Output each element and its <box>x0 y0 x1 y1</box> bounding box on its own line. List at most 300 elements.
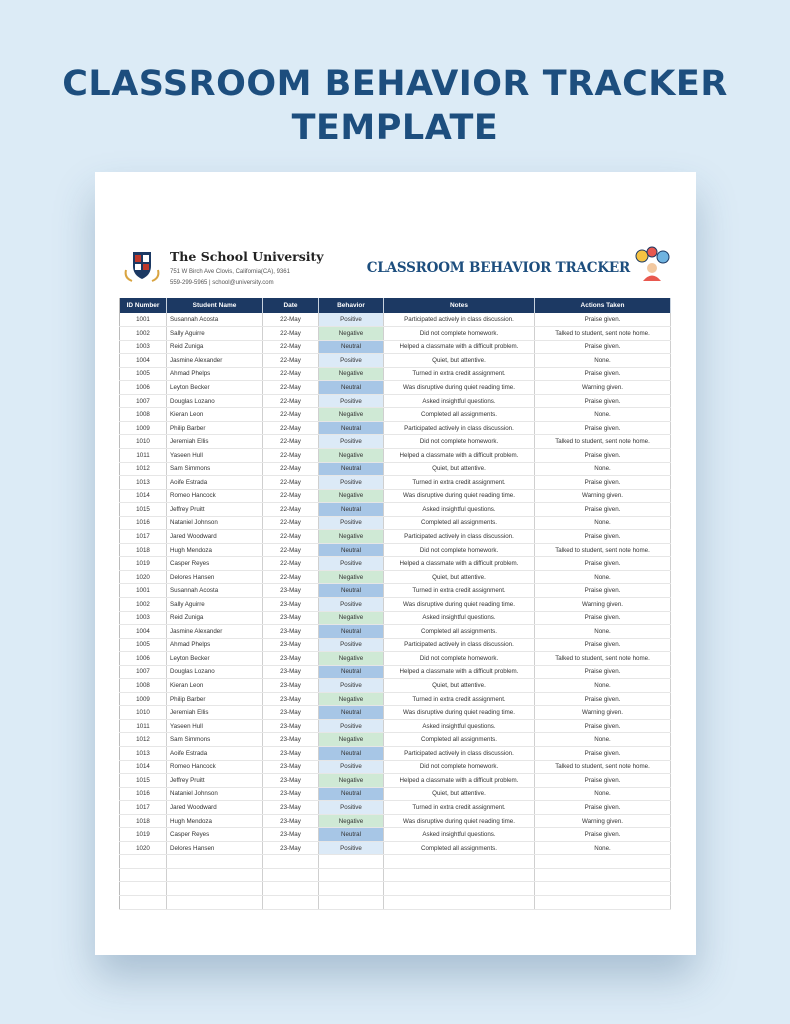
actions-cell: Praise given. <box>535 476 671 490</box>
actions-cell: Praise given. <box>535 719 671 733</box>
actions-cell: Praise given. <box>535 448 671 462</box>
id-cell: 1003 <box>120 340 167 354</box>
behavior-cell: Neutral <box>319 787 384 801</box>
table-row <box>120 394 671 408</box>
table-row <box>120 543 671 557</box>
actions-cell: Praise given. <box>535 828 671 842</box>
id-cell: 1009 <box>120 421 167 435</box>
notes-cell: Turned in extra credit assignment. <box>384 476 535 490</box>
notes-cell: Asked insightful questions. <box>384 394 535 408</box>
table-row <box>120 327 671 341</box>
date-cell: 22-May <box>263 394 319 408</box>
behavior-cell: Negative <box>319 652 384 666</box>
id-cell: 1018 <box>120 543 167 557</box>
id-cell: 1014 <box>120 489 167 503</box>
behavior-cell: Neutral <box>319 828 384 842</box>
date-cell: 22-May <box>263 327 319 341</box>
notes-cell: Participated actively in class discussion. <box>384 421 535 435</box>
student-name-cell: Jeremiah Ellis <box>167 435 263 449</box>
behavior-cell: Negative <box>319 570 384 584</box>
empty-cell <box>120 896 167 910</box>
id-cell: 1019 <box>120 828 167 842</box>
table-row <box>120 570 671 584</box>
actions-cell: Warning given. <box>535 489 671 503</box>
actions-cell: Praise given. <box>535 747 671 761</box>
id-cell: 1011 <box>120 448 167 462</box>
id-cell: 1013 <box>120 747 167 761</box>
student-name-cell: Delores Hansen <box>167 841 263 855</box>
notes-cell: Helped a classmate with a difficult problem. <box>384 557 535 571</box>
date-cell: 23-May <box>263 774 319 788</box>
student-name-cell: Leyton Becker <box>167 381 263 395</box>
student-name-cell: Sally Aguirre <box>167 327 263 341</box>
notes-cell: Participated actively in class discussion. <box>384 747 535 761</box>
behavior-cell: Neutral <box>319 747 384 761</box>
empty-cell <box>319 896 384 910</box>
table-row <box>120 747 671 761</box>
id-cell: 1007 <box>120 665 167 679</box>
behavior-table <box>119 298 671 910</box>
table-row <box>120 841 671 855</box>
date-cell: 23-May <box>263 692 319 706</box>
date-cell: 23-May <box>263 760 319 774</box>
student-name-cell: Jared Woodward <box>167 801 263 815</box>
actions-cell: Praise given. <box>535 313 671 327</box>
actions-cell: Warning given. <box>535 814 671 828</box>
id-cell: 1002 <box>120 327 167 341</box>
student-name-cell: Douglas Lozano <box>167 394 263 408</box>
id-cell: 1011 <box>120 719 167 733</box>
behavior-faces-icon <box>633 246 671 282</box>
actions-cell: Praise given. <box>535 801 671 815</box>
behavior-cell: Negative <box>319 774 384 788</box>
table-row <box>120 503 671 517</box>
behavior-cell: Negative <box>319 489 384 503</box>
school-name: The School University <box>170 249 324 264</box>
document-header <box>95 172 696 298</box>
behavior-cell: Neutral <box>319 625 384 639</box>
empty-cell <box>384 896 535 910</box>
id-cell: 1006 <box>120 652 167 666</box>
behavior-cell: Positive <box>319 638 384 652</box>
table-row <box>120 652 671 666</box>
date-cell: 22-May <box>263 354 319 368</box>
tracker-title: CLASSROOM BEHAVIOR TRACKER <box>366 260 630 276</box>
id-cell: 1001 <box>120 584 167 598</box>
notes-cell: Was disruptive during quiet reading time. <box>384 597 535 611</box>
notes-cell: Quiet, but attentive. <box>384 570 535 584</box>
id-cell: 1015 <box>120 503 167 517</box>
table-row <box>120 692 671 706</box>
student-name-cell: Casper Reyes <box>167 828 263 842</box>
notes-cell: Participated actively in class discussion. <box>384 530 535 544</box>
student-name-cell: Jeremiah Ellis <box>167 706 263 720</box>
table-row <box>120 448 671 462</box>
behavior-cell: Positive <box>319 354 384 368</box>
date-cell: 23-May <box>263 611 319 625</box>
table-row <box>120 557 671 571</box>
actions-cell: Talked to student, sent note home. <box>535 435 671 449</box>
table-row <box>120 733 671 747</box>
empty-cell <box>319 882 384 896</box>
date-cell: 22-May <box>263 367 319 381</box>
table-row <box>120 530 671 544</box>
table-header-row <box>120 298 671 313</box>
student-name-cell: Sally Aguirre <box>167 597 263 611</box>
empty-cell <box>319 855 384 869</box>
notes-cell: Completed all assignments. <box>384 516 535 530</box>
empty-cell <box>535 882 671 896</box>
behavior-cell: Positive <box>319 476 384 490</box>
date-cell: 23-May <box>263 801 319 815</box>
notes-cell: Asked insightful questions. <box>384 828 535 842</box>
date-cell: 23-May <box>263 665 319 679</box>
table-row <box>120 774 671 788</box>
notes-cell: Asked insightful questions. <box>384 503 535 517</box>
student-name-cell: Kieran Leon <box>167 408 263 422</box>
student-name-cell: Hugh Mendoza <box>167 543 263 557</box>
notes-cell: Was disruptive during quiet reading time. <box>384 706 535 720</box>
notes-cell: Completed all assignments. <box>384 408 535 422</box>
date-cell: 22-May <box>263 570 319 584</box>
actions-cell: Praise given. <box>535 665 671 679</box>
behavior-cell: Negative <box>319 733 384 747</box>
table-row <box>120 421 671 435</box>
student-name-cell: Sam Simmons <box>167 733 263 747</box>
date-cell: 22-May <box>263 462 319 476</box>
date-cell: 22-May <box>263 435 319 449</box>
behavior-cell: Neutral <box>319 665 384 679</box>
date-cell: 23-May <box>263 652 319 666</box>
id-cell: 1010 <box>120 706 167 720</box>
student-name-cell: Aoife Estrada <box>167 747 263 761</box>
table-row <box>120 408 671 422</box>
table-row <box>120 381 671 395</box>
column-header: Behavior <box>319 298 384 313</box>
id-cell: 1012 <box>120 733 167 747</box>
student-name-cell: Leyton Becker <box>167 652 263 666</box>
table-row <box>120 489 671 503</box>
date-cell: 22-May <box>263 340 319 354</box>
empty-cell <box>384 882 535 896</box>
notes-cell: Helped a classmate with a difficult problem. <box>384 665 535 679</box>
behavior-cell: Negative <box>319 692 384 706</box>
actions-cell: Praise given. <box>535 394 671 408</box>
behavior-cell: Neutral <box>319 706 384 720</box>
actions-cell: Praise given. <box>535 557 671 571</box>
id-cell: 1018 <box>120 814 167 828</box>
actions-cell: None. <box>535 462 671 476</box>
notes-cell: Did not complete homework. <box>384 760 535 774</box>
student-name-cell: Reid Zuniga <box>167 611 263 625</box>
actions-cell: Talked to student, sent note home. <box>535 543 671 557</box>
table-body <box>120 313 671 909</box>
table-row <box>120 625 671 639</box>
table-row <box>120 313 671 327</box>
table-row <box>120 760 671 774</box>
behavior-cell: Neutral <box>319 340 384 354</box>
behavior-cell: Neutral <box>319 543 384 557</box>
date-cell: 22-May <box>263 381 319 395</box>
behavior-table-wrapper <box>119 298 670 910</box>
column-header: Actions Taken <box>535 298 671 313</box>
date-cell: 23-May <box>263 733 319 747</box>
empty-cell <box>535 855 671 869</box>
behavior-cell: Positive <box>319 597 384 611</box>
date-cell: 22-May <box>263 557 319 571</box>
behavior-cell: Positive <box>319 516 384 530</box>
student-name-cell: Philip Barber <box>167 692 263 706</box>
actions-cell: None. <box>535 679 671 693</box>
actions-cell: Praise given. <box>535 692 671 706</box>
notes-cell: Turned in extra credit assignment. <box>384 584 535 598</box>
id-cell: 1001 <box>120 313 167 327</box>
date-cell: 23-May <box>263 625 319 639</box>
behavior-cell: Negative <box>319 530 384 544</box>
notes-cell: Turned in extra credit assignment. <box>384 801 535 815</box>
behavior-cell: Negative <box>319 327 384 341</box>
notes-cell: Did not complete homework. <box>384 543 535 557</box>
date-cell: 23-May <box>263 841 319 855</box>
date-cell: 22-May <box>263 543 319 557</box>
actions-cell: Talked to student, sent note home. <box>535 760 671 774</box>
student-name-cell: Jeffrey Pruitt <box>167 774 263 788</box>
empty-cell <box>167 896 263 910</box>
notes-cell: Asked insightful questions. <box>384 719 535 733</box>
empty-cell <box>167 855 263 869</box>
id-cell: 1013 <box>120 476 167 490</box>
id-cell: 1010 <box>120 435 167 449</box>
behavior-cell: Positive <box>319 557 384 571</box>
table-row <box>120 787 671 801</box>
notes-cell: Helped a classmate with a difficult problem. <box>384 774 535 788</box>
notes-cell: Was disruptive during quiet reading time. <box>384 381 535 395</box>
student-name-cell: Nataniel Johnson <box>167 516 263 530</box>
behavior-cell: Positive <box>319 760 384 774</box>
student-name-cell: Susannah Acosta <box>167 584 263 598</box>
empty-table-row <box>120 896 671 910</box>
empty-cell <box>319 868 384 882</box>
notes-cell: Quiet, but attentive. <box>384 679 535 693</box>
page-title-text: CLASSROOM BEHAVIOR TRACKER TEMPLATE <box>62 64 728 148</box>
date-cell: 23-May <box>263 679 319 693</box>
actions-cell: Talked to student, sent note home. <box>535 327 671 341</box>
actions-cell: Praise given. <box>535 503 671 517</box>
empty-cell <box>167 868 263 882</box>
empty-cell <box>120 868 167 882</box>
actions-cell: Warning given. <box>535 381 671 395</box>
empty-cell <box>384 868 535 882</box>
actions-cell: None. <box>535 408 671 422</box>
behavior-cell: Positive <box>319 679 384 693</box>
notes-cell: Did not complete homework. <box>384 435 535 449</box>
notes-cell: Helped a classmate with a difficult problem. <box>384 340 535 354</box>
table-row <box>120 584 671 598</box>
actions-cell: None. <box>535 787 671 801</box>
behavior-cell: Neutral <box>319 421 384 435</box>
date-cell: 23-May <box>263 706 319 720</box>
actions-cell: None. <box>535 625 671 639</box>
student-name-cell: Susannah Acosta <box>167 313 263 327</box>
empty-cell <box>263 868 319 882</box>
id-cell: 1017 <box>120 530 167 544</box>
table-row <box>120 828 671 842</box>
notes-cell: Quiet, but attentive. <box>384 787 535 801</box>
student-name-cell: Jeffrey Pruitt <box>167 503 263 517</box>
actions-cell: Praise given. <box>535 611 671 625</box>
empty-cell <box>167 882 263 896</box>
behavior-cell: Positive <box>319 841 384 855</box>
empty-cell <box>535 868 671 882</box>
actions-cell: Praise given. <box>535 421 671 435</box>
date-cell: 22-May <box>263 489 319 503</box>
student-name-cell: Casper Reyes <box>167 557 263 571</box>
notes-cell: Did not complete homework. <box>384 327 535 341</box>
student-name-cell: Philip Barber <box>167 421 263 435</box>
table-row <box>120 340 671 354</box>
table-row <box>120 665 671 679</box>
empty-table-row <box>120 855 671 869</box>
notes-cell: Participated actively in class discussion. <box>384 313 535 327</box>
behavior-cell: Positive <box>319 313 384 327</box>
table-row <box>120 462 671 476</box>
table-row <box>120 435 671 449</box>
date-cell: 23-May <box>263 584 319 598</box>
id-cell: 1016 <box>120 787 167 801</box>
student-name-cell: Kieran Leon <box>167 679 263 693</box>
behavior-cell: Negative <box>319 814 384 828</box>
behavior-cell: Negative <box>319 408 384 422</box>
date-cell: 22-May <box>263 516 319 530</box>
id-cell: 1017 <box>120 801 167 815</box>
column-header: Date <box>263 298 319 313</box>
school-contact: 559-299-5965 | school@university.com <box>170 280 274 286</box>
actions-cell: Talked to student, sent note home. <box>535 652 671 666</box>
empty-table-row <box>120 882 671 896</box>
date-cell: 22-May <box>263 448 319 462</box>
id-cell: 1005 <box>120 638 167 652</box>
table-row <box>120 354 671 368</box>
behavior-cell: Positive <box>319 394 384 408</box>
date-cell: 22-May <box>263 313 319 327</box>
table-row <box>120 679 671 693</box>
student-name-cell: Douglas Lozano <box>167 665 263 679</box>
actions-cell: None. <box>535 516 671 530</box>
date-cell: 23-May <box>263 719 319 733</box>
id-cell: 1003 <box>120 611 167 625</box>
table-row <box>120 706 671 720</box>
school-address: 751 W Birch Ave Clovis, California(CA), 9361 <box>170 269 290 275</box>
actions-cell: Praise given. <box>535 530 671 544</box>
actions-cell: None. <box>535 354 671 368</box>
date-cell: 23-May <box>263 814 319 828</box>
table-row <box>120 638 671 652</box>
student-name-cell: Ahmad Phelps <box>167 638 263 652</box>
behavior-cell: Neutral <box>319 381 384 395</box>
empty-table-row <box>120 868 671 882</box>
student-name-cell: Sam Simmons <box>167 462 263 476</box>
student-name-cell: Yaseen Hull <box>167 448 263 462</box>
student-name-cell: Romeo Hancock <box>167 760 263 774</box>
id-cell: 1009 <box>120 692 167 706</box>
notes-cell: Quiet, but attentive. <box>384 354 535 368</box>
school-crest-icon <box>122 248 162 284</box>
table-row <box>120 367 671 381</box>
behavior-cell: Negative <box>319 448 384 462</box>
id-cell: 1005 <box>120 367 167 381</box>
table-row <box>120 814 671 828</box>
table-row <box>120 476 671 490</box>
column-header: Student Name <box>167 298 263 313</box>
id-cell: 1004 <box>120 354 167 368</box>
behavior-cell: Negative <box>319 611 384 625</box>
date-cell: 22-May <box>263 503 319 517</box>
table-row <box>120 801 671 815</box>
column-header: Notes <box>384 298 535 313</box>
id-cell: 1020 <box>120 841 167 855</box>
actions-cell: Warning given. <box>535 706 671 720</box>
actions-cell: Praise given. <box>535 638 671 652</box>
empty-cell <box>263 882 319 896</box>
id-cell: 1014 <box>120 760 167 774</box>
notes-cell: Helped a classmate with a difficult problem. <box>384 448 535 462</box>
actions-cell: Praise given. <box>535 367 671 381</box>
column-header: ID Number <box>120 298 167 313</box>
student-name-cell: Hugh Mendoza <box>167 814 263 828</box>
id-cell: 1008 <box>120 408 167 422</box>
actions-cell: Warning given. <box>535 597 671 611</box>
date-cell: 22-May <box>263 408 319 422</box>
behavior-cell: Neutral <box>319 584 384 598</box>
notes-cell: Completed all assignments. <box>384 841 535 855</box>
notes-cell: Completed all assignments. <box>384 733 535 747</box>
student-name-cell: Ahmad Phelps <box>167 367 263 381</box>
actions-cell: None. <box>535 841 671 855</box>
behavior-cell: Positive <box>319 435 384 449</box>
actions-cell: None. <box>535 570 671 584</box>
id-cell: 1019 <box>120 557 167 571</box>
id-cell: 1015 <box>120 774 167 788</box>
student-name-cell: Romeo Hancock <box>167 489 263 503</box>
student-name-cell: Jasmine Alexander <box>167 354 263 368</box>
student-name-cell: Reid Zuniga <box>167 340 263 354</box>
id-cell: 1004 <box>120 625 167 639</box>
actions-cell: Praise given. <box>535 584 671 598</box>
actions-cell: Praise given. <box>535 774 671 788</box>
behavior-cell: Positive <box>319 719 384 733</box>
id-cell: 1006 <box>120 381 167 395</box>
notes-cell: Was disruptive during quiet reading time. <box>384 814 535 828</box>
notes-cell: Completed all assignments. <box>384 625 535 639</box>
table-row <box>120 719 671 733</box>
behavior-cell: Neutral <box>319 462 384 476</box>
actions-cell: None. <box>535 733 671 747</box>
behavior-cell: Neutral <box>319 503 384 517</box>
student-name-cell: Jasmine Alexander <box>167 625 263 639</box>
date-cell: 22-May <box>263 476 319 490</box>
notes-cell: Participated actively in class discussion. <box>384 638 535 652</box>
empty-cell <box>384 855 535 869</box>
notes-cell: Was disruptive during quiet reading time. <box>384 489 535 503</box>
empty-cell <box>120 882 167 896</box>
student-name-cell: Delores Hansen <box>167 570 263 584</box>
actions-cell: Praise given. <box>535 340 671 354</box>
student-name-cell: Yaseen Hull <box>167 719 263 733</box>
date-cell: 22-May <box>263 421 319 435</box>
empty-cell <box>263 855 319 869</box>
empty-cell <box>535 896 671 910</box>
notes-cell: Turned in extra credit assignment. <box>384 692 535 706</box>
